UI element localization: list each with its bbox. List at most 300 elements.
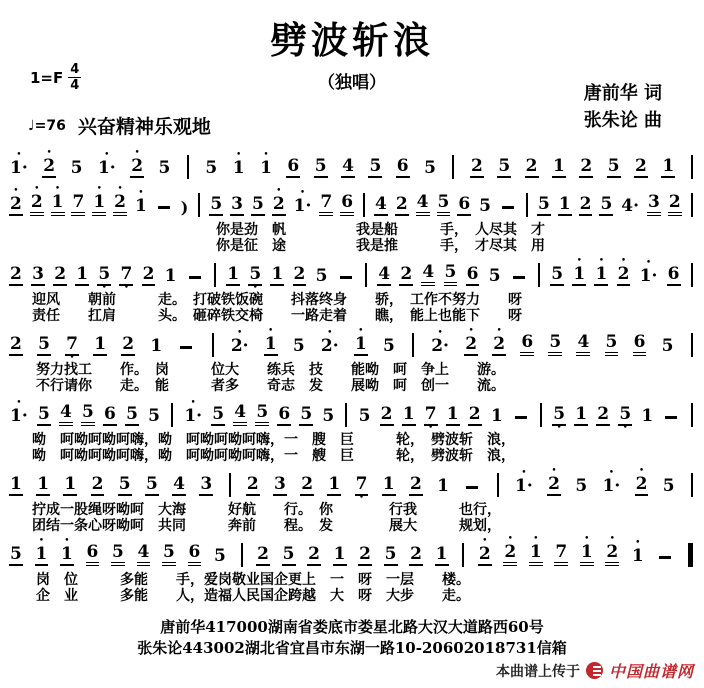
duration-dash: [158, 206, 170, 209]
note-digit: 3: [231, 194, 243, 214]
note-digit: 1: [64, 474, 77, 494]
note: [145, 469, 159, 502]
octave-dot-above: •: [16, 398, 22, 408]
note: [256, 539, 270, 572]
upload-note: 本曲谱上传于: [495, 663, 580, 680]
note: [444, 257, 458, 292]
system-2: [6, 184, 698, 254]
note-digit: 5: [498, 156, 511, 176]
note: [60, 536, 74, 572]
note: [97, 259, 111, 292]
lyrics-line-verse-2: 呦 呵呦呵呦呵嗨，呦 呵呦呵呦呵嗨，一 艘 巨 轮， 劈波斩 浪，: [32, 448, 515, 464]
note: [59, 397, 73, 432]
note-digit: 2: [131, 156, 144, 176]
note-digit: 5: [205, 158, 218, 178]
note: [299, 399, 313, 432]
note-digit: 4: [416, 193, 430, 216]
note-digit: 2: [91, 474, 104, 494]
note: [321, 401, 335, 432]
note: [35, 536, 49, 572]
note-digit: 2: [293, 264, 306, 284]
note: [436, 471, 450, 502]
note-digit: 1: [573, 264, 586, 284]
note-digit: 1: [580, 543, 594, 566]
note-digit: 1: [37, 474, 50, 494]
barline: [540, 403, 542, 427]
octave-dot-above: •: [638, 466, 645, 476]
note-digit: 5: [38, 334, 50, 354]
note-digit: 6: [104, 404, 116, 424]
note-digit: 5: [382, 336, 395, 356]
note: [93, 329, 107, 362]
site-footer: [496, 659, 694, 682]
note-digit: 2: [410, 544, 422, 564]
note: [121, 329, 135, 362]
note-digit: 2: [493, 334, 506, 354]
site-name: 中国曲谱网: [608, 662, 694, 681]
note: [31, 259, 45, 292]
credits: [584, 80, 662, 134]
note: [255, 397, 269, 432]
note: [503, 534, 517, 572]
note-digit: 2: [10, 264, 22, 284]
note: [164, 261, 178, 292]
barline: [187, 155, 189, 179]
note: [384, 539, 398, 572]
note-digit: 5: [619, 404, 632, 424]
note-digit: 2: [400, 264, 413, 284]
octave-dot-above: •: [551, 466, 557, 476]
note: [36, 469, 50, 502]
octave-dot-above: •: [609, 534, 615, 544]
note: [81, 397, 95, 432]
note: [446, 399, 460, 432]
note: [30, 184, 44, 222]
tempo-mark: ♩=76: [28, 117, 66, 134]
note: [548, 327, 562, 362]
note-digit: 2: [257, 544, 269, 564]
close-paren: ): [180, 198, 189, 217]
page-title: 劈波斩浪: [270, 18, 434, 62]
notes-line: [6, 398, 698, 432]
octave-dot-above: •: [54, 184, 61, 194]
note-digit: 5: [98, 264, 111, 284]
note: [293, 188, 313, 222]
barline: [691, 263, 693, 287]
note-digit: 7: [554, 543, 568, 566]
octave-dot-above: •: [64, 536, 70, 546]
note-digit: 5: [369, 156, 382, 176]
note: [9, 469, 23, 502]
note-digit: 5: [553, 404, 566, 424]
note: [640, 401, 654, 432]
note-digit: 1: [333, 544, 346, 564]
note-digit: 2·: [320, 336, 339, 356]
note-digit: 6: [458, 194, 471, 214]
time-signature-numerator: 4: [70, 62, 80, 77]
barline: [497, 473, 499, 497]
note: [382, 331, 396, 362]
note: [579, 151, 593, 184]
barline: [229, 473, 231, 497]
barline: [691, 333, 693, 357]
note: [395, 189, 409, 222]
note: [520, 327, 534, 362]
note: [314, 151, 328, 184]
duration-dash: [502, 206, 514, 209]
note-digit: 5: [322, 406, 335, 426]
octave-dot-above: •: [237, 328, 243, 338]
note-digit: 4: [233, 403, 247, 426]
note: [478, 191, 492, 222]
note: [558, 189, 572, 222]
note-digit: 5: [148, 406, 160, 426]
note: [232, 150, 246, 184]
system-4: [6, 328, 698, 394]
note-digit: 2·: [230, 336, 249, 356]
note: [37, 399, 51, 432]
note-digit: 1: [271, 264, 284, 284]
note: [315, 261, 329, 292]
note-digit: 5: [424, 158, 436, 178]
note-digit: 5: [111, 543, 125, 566]
octave-dot-above: •: [358, 326, 364, 336]
note: [92, 184, 106, 222]
note: [368, 151, 382, 184]
system-6: [6, 468, 698, 534]
lyrics-line-verse-2: 团结一条心呀呦呵 共同 奔前 程。 发 展大 规划，: [32, 518, 501, 534]
note-digit: 4: [378, 264, 391, 284]
note-digit: 2: [122, 334, 135, 354]
note: [668, 187, 682, 222]
barline: [526, 193, 528, 217]
tempo-row: [28, 112, 211, 139]
note: [113, 184, 127, 222]
note: [424, 399, 438, 432]
note-digit: 3: [200, 474, 213, 494]
octave-dot-below: •: [123, 283, 130, 293]
note-digit: 5: [607, 156, 620, 176]
octave-dot-above: •: [190, 398, 196, 408]
note: [396, 151, 410, 184]
note-digit: 6: [466, 264, 479, 284]
note-digit: 5: [661, 336, 674, 356]
note-digit: 3: [274, 474, 286, 494]
octave-dot-below: •: [622, 423, 628, 433]
note-digit: 1: [94, 334, 107, 354]
note-digit: 5: [255, 403, 269, 426]
note: [37, 329, 51, 362]
octave-dot-above: •: [38, 536, 45, 546]
octave-dot-above: •: [46, 148, 52, 158]
note-digit: 2: [470, 156, 483, 176]
note: [374, 189, 388, 222]
note: [488, 261, 502, 292]
note-digit: 5: [384, 544, 397, 564]
note: [118, 469, 132, 502]
note: [53, 259, 67, 292]
note-digit: 2: [548, 474, 560, 494]
note-digit: 5: [251, 194, 264, 214]
note-digit: 2: [409, 474, 422, 494]
octave-dot-above: •: [276, 186, 282, 196]
note-digit: 1·: [602, 476, 621, 496]
octave-dot-above: •: [635, 538, 641, 548]
note-digit: 4: [59, 403, 73, 426]
note-digit: 6: [520, 333, 534, 356]
note: [286, 151, 300, 184]
note: [320, 328, 340, 362]
note-digit: 7: [120, 264, 133, 284]
octave-dot-above: •: [138, 188, 144, 198]
note-digit: 1: [553, 156, 565, 176]
note-digit: 2: [246, 474, 259, 494]
note: [464, 326, 478, 362]
octave-dot-above: •: [263, 150, 269, 160]
note: [497, 151, 511, 184]
note-digit: 2: [54, 264, 67, 284]
note: [158, 153, 172, 184]
note: [554, 537, 568, 572]
note-digit: 7: [71, 193, 85, 216]
note-digit: 5: [249, 264, 262, 284]
note: [226, 259, 240, 292]
note-digit: 1: [435, 544, 448, 564]
note-digit: 1·: [184, 406, 203, 426]
note: [607, 151, 621, 184]
notes-line: [6, 468, 698, 502]
note-digit: 1: [227, 264, 240, 284]
note: [605, 327, 619, 362]
note-digit: 7: [355, 474, 368, 494]
note-digit: 5: [314, 156, 327, 176]
note: [599, 189, 613, 222]
note: [9, 539, 23, 572]
note-digit: 1: [490, 406, 503, 426]
note-digit: 1: [354, 334, 367, 354]
note: [550, 259, 564, 292]
note-digit: 6: [633, 333, 647, 356]
note-digit: 2: [597, 404, 610, 424]
octave-dot-above: •: [268, 326, 274, 336]
note-digit: 5: [145, 474, 158, 494]
note-digit: 1: [260, 158, 272, 178]
note-digit: 4: [342, 156, 354, 176]
note: [149, 331, 163, 362]
note: [354, 326, 368, 362]
note-digit: 1: [437, 476, 449, 496]
notes-line: [6, 534, 698, 572]
note-digit: 2: [395, 194, 408, 214]
note: [319, 187, 333, 222]
lyrics-line-verse-1: 呦 呵呦呵呦呵嗨，呦 呵呦呵呦呵嗨，一 膄 巨 轮， 劈波斩 浪，: [32, 432, 515, 448]
octave-dot-above: •: [96, 184, 102, 194]
note: [230, 328, 250, 362]
note: [9, 398, 29, 432]
note: [233, 397, 247, 432]
note: [111, 537, 125, 572]
note: [620, 191, 640, 222]
note-digit: 5: [537, 194, 550, 214]
barline: [345, 403, 347, 427]
note: [380, 399, 394, 432]
note-digit: 4: [137, 543, 151, 566]
note-digit: 2: [617, 264, 630, 284]
note: [399, 259, 413, 292]
duration-dash: [665, 416, 677, 419]
note: [468, 399, 482, 432]
octave-dot-below: •: [252, 283, 258, 293]
note: [86, 537, 100, 572]
note: [574, 399, 588, 432]
note: [382, 469, 396, 502]
barline: [212, 333, 214, 357]
barline: [363, 193, 365, 217]
duration-dash: [515, 416, 527, 419]
note-digit: 2: [113, 193, 127, 216]
lyrics-line-verse-2: 责任 扛肩 头。 砸碎铁交椅 一路走着 瞧， 能上也能下 呀: [32, 308, 522, 324]
note-digit: 1·: [293, 196, 312, 216]
note: [340, 187, 354, 222]
octave-dot-above: •: [13, 186, 19, 196]
note-digit: 5: [315, 266, 328, 286]
octave-dot-above: •: [104, 150, 110, 160]
note: [277, 399, 291, 432]
note: [103, 399, 117, 432]
note: [596, 399, 610, 432]
note-digit: 2: [142, 264, 155, 284]
barline: [198, 193, 200, 217]
note-digit: 5: [358, 406, 371, 426]
duration-dash: [466, 486, 478, 489]
note-digit: 7: [66, 334, 78, 354]
note: [162, 537, 176, 572]
note: [618, 399, 632, 432]
note-digit: 2: [43, 156, 56, 176]
note: [209, 189, 223, 222]
note: [230, 189, 244, 222]
note-digit: 5: [548, 333, 562, 356]
note: [137, 537, 151, 572]
duration-dash: [189, 276, 201, 279]
note-digit: 1: [631, 546, 644, 566]
barline: [691, 155, 693, 179]
note: [525, 151, 539, 184]
barline: [412, 333, 414, 357]
composer-credit: 张朱论 曲: [583, 110, 662, 131]
note: [9, 186, 23, 222]
note-digit: 5: [118, 474, 131, 494]
octave-dot-above: •: [576, 256, 582, 266]
note: [423, 153, 437, 184]
note-digit: 2: [272, 194, 285, 214]
note-digit: 2: [301, 474, 314, 494]
octave-dot-above: •: [299, 188, 306, 198]
lyrics-line-verse-1: 努力找工 作。 岗 位大 练兵 技 能呦 呵 争上 游。: [36, 362, 505, 378]
barline: [452, 155, 454, 179]
note-digit: 5: [212, 404, 225, 424]
lyrics-line-verse-1: 岗 位 多能 手，爱岗敬业国企更上 一 呀 一层 楼。: [36, 572, 470, 588]
note: [662, 471, 676, 502]
note-digit: 2: [465, 334, 478, 354]
note-digit: 2: [635, 474, 648, 494]
expression-text: 兴奋精神乐观地: [77, 116, 211, 138]
note-digit: 2: [668, 193, 682, 216]
song-subtitle: （独唱）: [318, 73, 386, 93]
note: [667, 259, 681, 292]
note-digit: 2: [468, 404, 481, 424]
octave-dot-above: •: [235, 150, 242, 160]
note: [9, 259, 23, 292]
note-digit: 2: [579, 194, 592, 214]
note-digit: 1·: [10, 158, 28, 178]
note: [130, 148, 144, 184]
note-digit: 4: [173, 474, 185, 494]
note-digit: 1·: [10, 406, 28, 426]
note-digit: 1: [92, 193, 106, 216]
note: [307, 539, 321, 572]
octave-dot-above: •: [533, 534, 539, 544]
note-digit: 2: [525, 156, 538, 176]
note: [594, 256, 608, 292]
lyricist-credit: 唐前华 词: [583, 83, 662, 104]
note: [71, 187, 85, 222]
note: [416, 187, 430, 222]
note-digit: 6: [396, 156, 409, 176]
note: [602, 468, 622, 502]
note-digit: 5: [437, 193, 451, 216]
barline: [691, 403, 693, 427]
note-digit: 6: [278, 404, 291, 424]
note-digit: 6: [188, 543, 202, 566]
note-digit: 5: [214, 546, 226, 566]
note-digit: 2: [10, 194, 22, 214]
note: [65, 329, 79, 362]
note: [204, 153, 218, 184]
note-digit: 1: [35, 544, 48, 564]
address-line-1: 唐前华417000湖南省娄底市娄星北路大汉大道路西60号: [160, 618, 544, 636]
note-digit: 7: [424, 404, 437, 424]
note-digit: 4: [576, 333, 590, 356]
note: [273, 469, 287, 502]
final-barline: [688, 543, 693, 567]
note-digit: 3: [32, 264, 44, 284]
note-digit: 5: [37, 404, 50, 424]
note-digit: 2: [605, 543, 619, 566]
octave-dot-above: •: [608, 468, 615, 478]
note-digit: 5: [488, 266, 501, 286]
note: [635, 466, 649, 502]
note: [579, 189, 593, 222]
note-digit: 5: [282, 544, 295, 564]
duration-dash: [659, 556, 671, 559]
note-digit: 2: [10, 334, 22, 354]
note: [631, 538, 645, 572]
barline: [241, 543, 243, 567]
note-digit: 6: [287, 156, 300, 176]
notes-line: [6, 258, 698, 292]
note: [264, 326, 278, 362]
address-line-2: 张朱论443002湖北省宜昌市东湖一路10-20602018731信箱: [137, 639, 567, 657]
octave-dot-above: •: [620, 256, 627, 266]
note: [134, 188, 148, 222]
note-digit: 5: [662, 476, 675, 496]
duration-dash: [340, 276, 352, 279]
note-digit: 5: [300, 404, 313, 424]
note-digit: 5: [444, 263, 458, 286]
note: [246, 469, 260, 502]
note: [358, 539, 372, 572]
